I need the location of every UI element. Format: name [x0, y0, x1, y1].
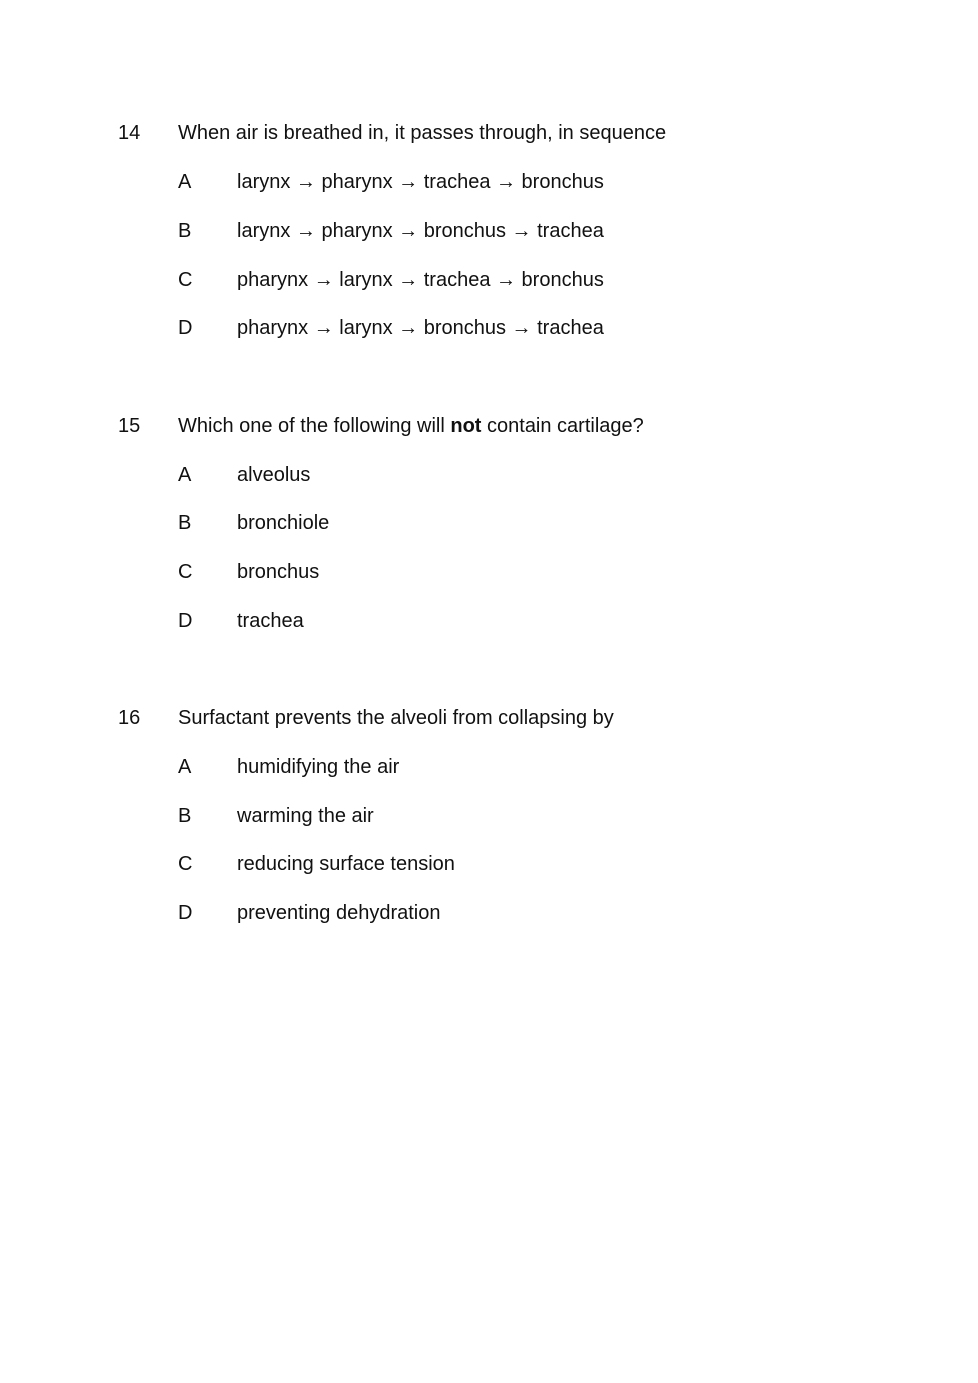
option-letter: B: [178, 805, 192, 827]
option-15-c[interactable]: [0, 560, 978, 584]
option-letter: A: [178, 756, 192, 778]
option-14-c[interactable]: [0, 268, 978, 292]
question-text-emphasis: not: [450, 415, 482, 437]
option-letter: D: [178, 902, 193, 924]
option-14-d[interactable]: [0, 316, 978, 340]
question-number: 14: [118, 122, 141, 144]
option-16-a[interactable]: [0, 755, 978, 779]
question-text: [178, 414, 644, 438]
option-letter: B: [178, 220, 192, 242]
question-text: When air is breathed in, it passes through, in sequence: [178, 122, 667, 144]
option-15-d[interactable]: [0, 609, 978, 633]
option-14-a[interactable]: [0, 170, 978, 194]
question-number: 16: [118, 707, 141, 729]
option-text: bronchiole: [237, 512, 330, 534]
option-letter: B: [178, 512, 192, 534]
option-text: trachea: [237, 610, 304, 632]
question-text: Surfactant prevents the alveoli from collapsing by: [178, 707, 614, 729]
option-text: pharynx → larynx → trachea → bronchus: [237, 269, 604, 291]
option-16-c[interactable]: [0, 852, 978, 876]
option-text: warming the air: [237, 805, 374, 827]
option-text: reducing surface tension: [237, 853, 455, 875]
option-15-b[interactable]: [0, 511, 978, 535]
option-letter: D: [178, 317, 193, 339]
question-text-before: Which one of the following will: [178, 415, 451, 437]
option-letter: A: [178, 171, 192, 193]
option-text: pharynx → larynx → bronchus → trachea: [237, 317, 604, 339]
option-letter: C: [178, 561, 193, 583]
question-number: 15: [118, 415, 141, 437]
option-text: larynx → pharynx → trachea → bronchus: [237, 171, 604, 193]
option-letter: A: [178, 464, 192, 486]
option-letter: C: [178, 853, 193, 875]
question-text-after: contain cartilage?: [481, 415, 644, 437]
option-16-d[interactable]: [0, 901, 978, 925]
option-text: preventing dehydration: [237, 902, 441, 924]
option-letter: C: [178, 269, 193, 291]
option-letter: D: [178, 610, 193, 632]
option-text: bronchus: [237, 561, 320, 583]
option-text: larynx → pharynx → bronchus → trachea: [237, 220, 604, 242]
option-15-a[interactable]: [0, 463, 978, 487]
option-16-b[interactable]: [0, 804, 978, 828]
option-text: humidifying the air: [237, 756, 400, 778]
option-text: alveolus: [237, 464, 311, 486]
option-14-b[interactable]: [0, 219, 978, 243]
